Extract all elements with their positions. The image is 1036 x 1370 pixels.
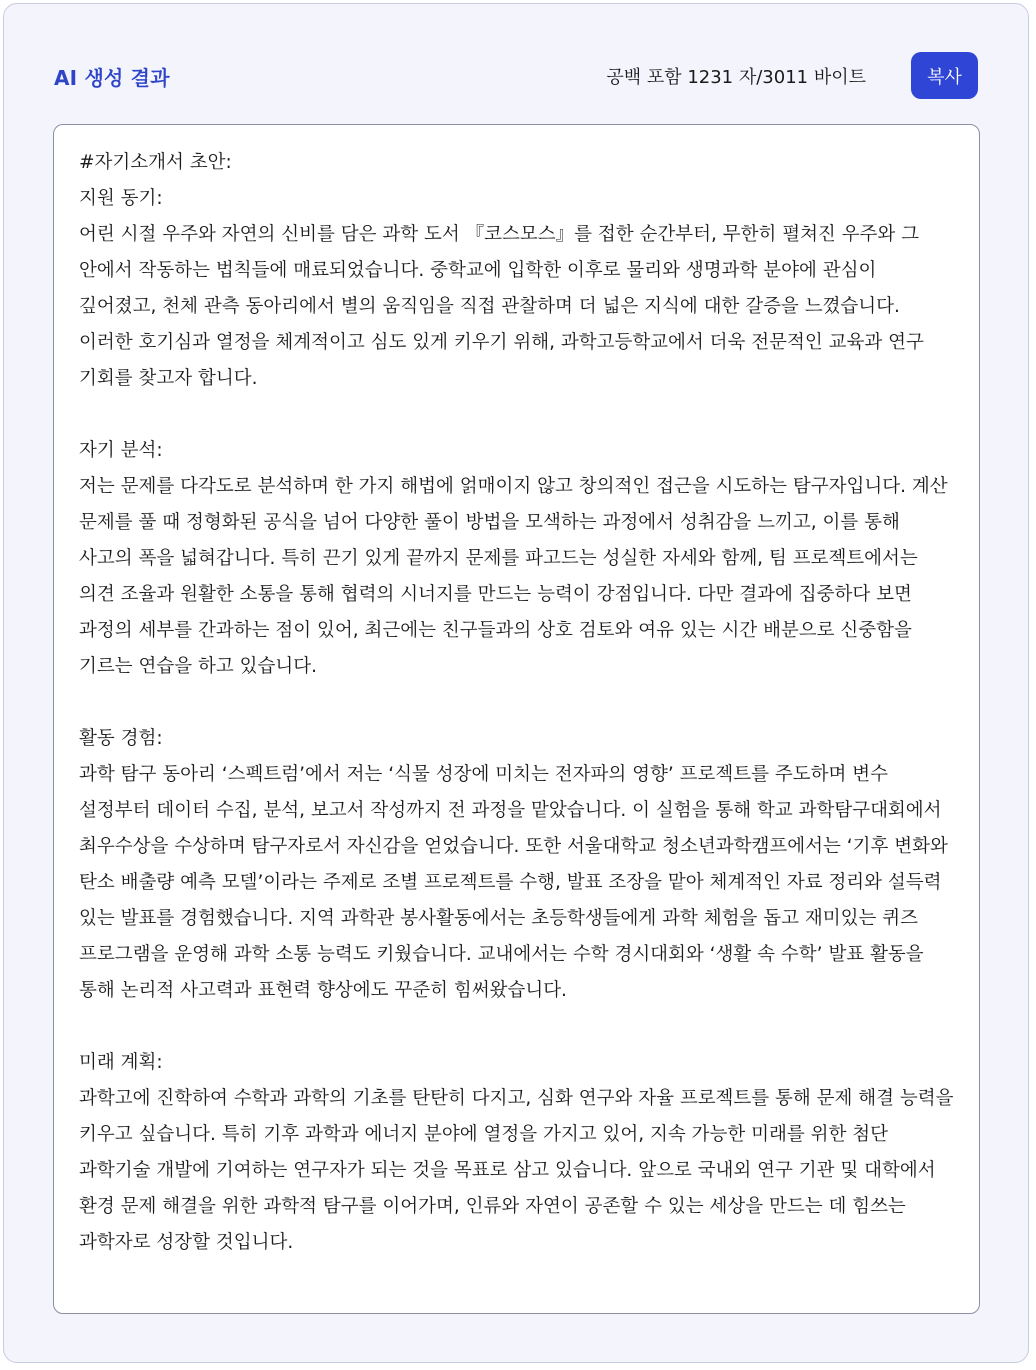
result-title: AI 생성 결과: [54, 66, 170, 90]
character-byte-count: 공백 포함 1231 자/3011 바이트: [606, 67, 866, 88]
copy-button[interactable]: 복사: [911, 52, 978, 99]
result-text-area[interactable]: [53, 124, 980, 1314]
result-text-content: #자기소개서 초안: 지원 동기: 어린 시절 우주와 자연의 신비를 담은 과학 도서 『코스모스』를 접한 순간부터, 무한히 펼쳐진 우주와 그 안에서 작동하는 법칙들에 매료되었습니다. 중학교에 입학한 이후로 물리와 생명과학 분야에 관심이 깊어졌고, 천체 관측 동아리에서 별의 움직임을 직접 관찰하며 더 넓은 지식에 대한 갈증을 느꼈습니다. 이러한 호기심과 열정을 체계적이고 심도 있게 키우기 위해, 과학고등학교에서 더욱 전문적인 교육과 연구 기회를 찾고자 합니다. 자기 분석: 저는 문제를 다각도로 분석하며 한 가지 해법에 얽매이지 않고 창의적인 접근을 시도하는 탐구자입니다. 계산 문제를 풀 때 정형화된 공식을 넘어 다양한 풀이 방법을 모색하는 과정에서 성취감을 느끼고, 이를 통해 사고의 폭을 넓혀갑니다. 특히 끈기 있게 끝까지 문제를 파고드는 성실한 자세와 함께, 팀 프로젝트에서는 의견 조율과 원활한 소통을 통해 협력의 시너지를 만드는 능력이 강점입니다. 다만 결과에 집중하다 보면 과정의 세부를 간과하는 점이 있어, 최근에는 친구들과의 상호 검토와 여유 있는 시간 배분으로 신중함을 기르는 연습을 하고 있습니다. 활동 경험: 과학 탐구 동아리 ‘스펙트럼’에서 저는 ‘식물 성장에 미치는 전자파의 영향’ 프로젝트를 주도하며 변수 설정부터 데이터 수집, 분석, 보고서 작성까지 전 과정을 맡았습니다. 이 실험을 통해 학교 과학탐구대회에서 최우수상을 수상하며 탐구자로서 자신감을 얻었습니다. 또한 서울대학교 청소년과학캠프에서는 ‘기후 변화와 탄소 배출량 예측 모델’이라는 주제로 조별 프로젝트를 수행, 발표 조장을 맡아 체계적인 자료 정리와 설득력 있는 발표를 경험했습니다. 지역 과학관 봉사활동에서는 초등학생들에게 과학 체험을 돕고 재미있는 퀴즈 프로그램을 운영해 과학 소통 능력도 키웠습니다. 교내에서는 수학 경시대회와 ‘생활 속 수학’ 발표 활동을 통해 논리적 사고력과 표현력 향상에도 꾸준히 힘써왔습니다. 미래 계획: 과학고에 진학하여 수학과 과학의 기초를 탄탄히 다지고, 심화 연구와 자율 프로젝트를 통해 문제 해결 능력을 키우고 싶습니다. 특히 기후 과학과 에너지 분야에 열정을 가지고 있어, 지속 가능한 미래를 위한 첨단 과학기술 개발에 기여하는 연구자가 되는 것을 목표로 삼고 있습니다. 앞으로 국내외 연구 기관 및 대학에서 환경 문제 해결을 위한 과학적 탐구를 이어가며, 인류와 자연이 공존할 수 있는 세상을 만드는 데 힘쓰는 과학자로 성장할 것입니다.: [79, 152, 954, 1253]
result-header: [54, 52, 978, 102]
